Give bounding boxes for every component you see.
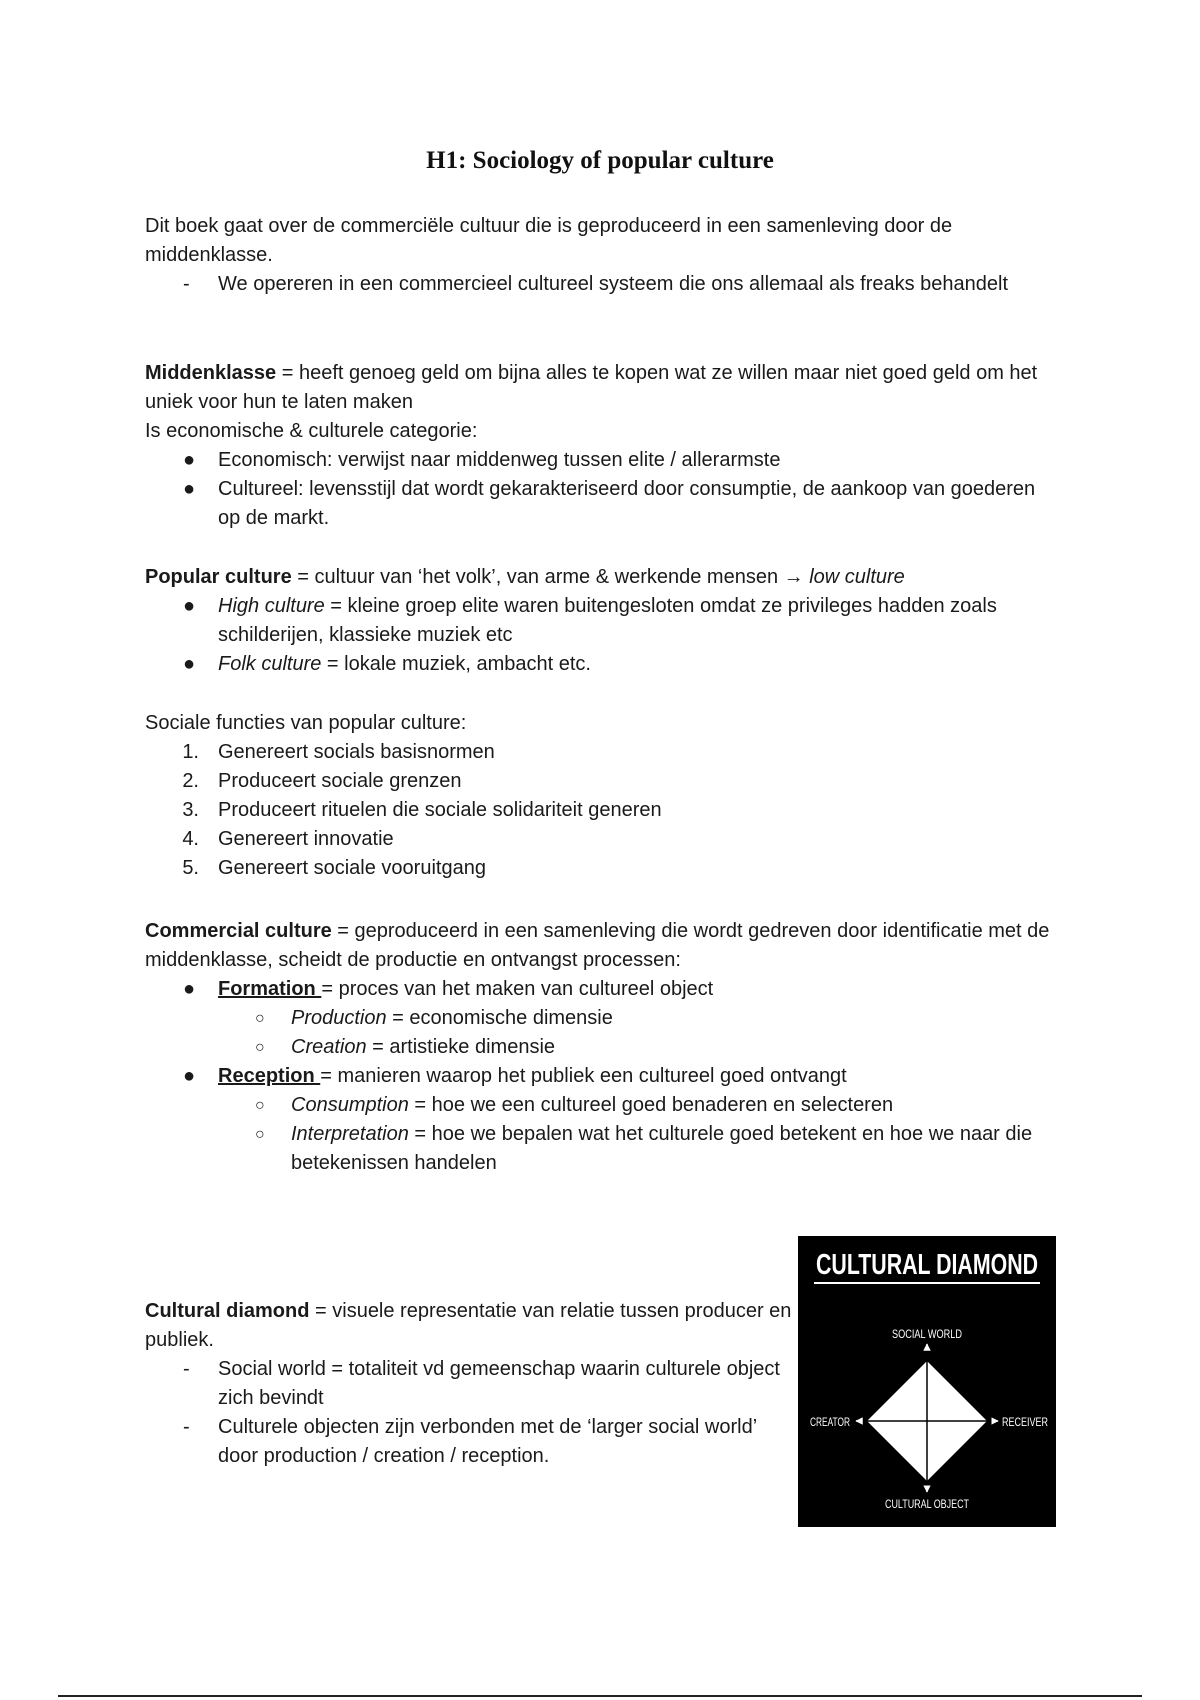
popular-list — [145, 592, 1055, 679]
intro-paragraph: Dit boek gaat over de commerciële cultuur die is geproduceerd in een samenleving door de middenklasse. — [145, 215, 953, 266]
bullet-marker: ● — [183, 1065, 196, 1087]
commercial-definition — [145, 917, 1055, 975]
list-item-text: Cultureel: levensstijl dat wordt gekarakteriseerd door consumptie, de aankoop van goederen op de markt. — [218, 478, 1036, 529]
title-underline — [814, 1282, 1040, 1284]
list-item — [145, 475, 1055, 533]
list-item-text: = proces van het maken van cultureel object — [321, 978, 714, 1000]
term: Interpretation — [291, 1123, 409, 1145]
page-title: H1: Sociology of popular culture — [426, 147, 774, 174]
term: Folk culture — [218, 653, 322, 675]
term: Commercial culture — [145, 920, 332, 942]
list-item-text: = artistieke dimensie — [366, 1036, 556, 1058]
number-marker: 3. — [182, 799, 199, 821]
term: Consumption — [291, 1094, 409, 1116]
list-item — [145, 738, 1055, 767]
list-item-text: = manieren waarop het publiek een cultureel goed ontvangt — [320, 1065, 847, 1087]
middenklasse-list — [145, 446, 1055, 533]
list-item-reception — [145, 1062, 1055, 1091]
term: Reception — [218, 1065, 321, 1087]
list-item-text: = hoe we bepalen wat het culturele goed betekent en hoe we naar die betekenissen handelen — [291, 1123, 1033, 1174]
list-item-text: = economische dimensie — [386, 1007, 613, 1029]
circle-marker: ○ — [255, 1039, 265, 1056]
term: Formation — [218, 978, 322, 1000]
commercial-list — [145, 975, 1055, 1178]
list-item — [145, 592, 1055, 650]
definition-text: = heeft genoeg geld om bijna alles te kopen wat ze willen maar niet goed geld om het uniek voor hun te laten maken — [145, 362, 1038, 413]
bullet-marker: ● — [183, 978, 196, 1000]
list-item-text: = kleine groep elite waren buitengesloten omdat ze privileges hadden zoals schilderijen, klassieke muziek etc — [218, 595, 997, 646]
term: High culture — [218, 595, 325, 617]
list-item-text: Social world = totaliteit vd gemeenschap waarin culturele object zich bevindt — [218, 1358, 780, 1409]
definition-emphasis: low culture — [809, 566, 905, 588]
popular-culture-section — [145, 563, 1055, 679]
list-item-text: Culturele objecten zijn verbonden met de ‘larger social world’ door production / creation / reception. — [218, 1416, 757, 1467]
list-item — [145, 650, 1055, 679]
bottom-divider — [58, 1695, 1142, 1697]
list-item — [145, 854, 1055, 883]
list-item-text: Genereert socials basisnormen — [218, 741, 495, 763]
cultural-diamond-figure — [798, 1236, 1056, 1527]
term: Creation — [291, 1036, 367, 1058]
dash-marker: - — [183, 273, 190, 295]
list-item-text: We opereren in een commercieel cultureel systeem die ons allemaal als freaks behandelt — [218, 273, 1009, 295]
list-item-text: Genereert innovatie — [218, 828, 394, 850]
list-item — [145, 1355, 795, 1413]
middenklasse-section — [145, 359, 1055, 533]
diamond-list — [145, 1355, 795, 1471]
circle-marker: ○ — [255, 1126, 265, 1143]
bullet-marker: ● — [183, 653, 196, 675]
intro-section — [145, 212, 1055, 299]
label-creator: CREATOR — [810, 1415, 851, 1429]
sub-list-item — [145, 1004, 1055, 1033]
middenklasse-definition — [145, 359, 1055, 417]
diamond-definition — [145, 1297, 795, 1355]
popular-definition — [145, 563, 1055, 592]
definition-text: = cultuur van ‘het volk’, van arme & werkende mensen → — [291, 566, 810, 588]
label-receiver: RECEIVER — [1002, 1415, 1049, 1429]
label-cultural-object: CULTURAL OBJECT — [885, 1497, 970, 1511]
list-item-formation — [145, 975, 1055, 1004]
middenklasse-categories: Is economische & culturele categorie: — [145, 420, 478, 442]
intro-list — [145, 270, 1055, 299]
number-marker: 5. — [182, 857, 199, 879]
sub-list-item — [145, 1091, 1055, 1120]
sub-list-item — [145, 1120, 1055, 1178]
term: Popular culture — [145, 566, 292, 588]
cultural-diamond-diagram — [798, 1236, 1056, 1527]
cultural-diamond-section — [145, 1297, 795, 1471]
commercial-culture-section — [145, 917, 1055, 1178]
bullet-marker: ● — [183, 595, 196, 617]
list-item-text: Genereert sociale vooruitgang — [218, 857, 486, 879]
list-item — [145, 767, 1055, 796]
number-marker: 1. — [182, 741, 199, 763]
term: Middenklasse — [145, 362, 277, 384]
bullet-marker: ● — [183, 478, 196, 500]
label-social-world: SOCIAL WORLD — [892, 1327, 963, 1341]
bullet-marker: ● — [183, 449, 196, 471]
number-marker: 4. — [182, 828, 199, 850]
list-item-text: Economisch: verwijst naar middenweg tussen elite / allerarmste — [218, 449, 781, 471]
term: Production — [291, 1007, 387, 1029]
functions-list — [145, 738, 1055, 883]
list-item — [145, 825, 1055, 854]
list-item-text: = lokale muziek, ambacht etc. — [321, 653, 591, 675]
list-item-text: Produceert sociale grenzen — [218, 770, 462, 792]
circle-marker: ○ — [255, 1097, 265, 1114]
definition-text: = geproduceerd in een samenleving die wordt gedreven door identificatie met de middenklasse, scheidt de productie en ontvangst processen: — [145, 920, 1050, 971]
list-item — [145, 1413, 795, 1471]
circle-marker: ○ — [255, 1010, 265, 1027]
dash-marker: - — [183, 1358, 190, 1380]
list-item — [145, 446, 1055, 475]
number-marker: 2. — [182, 770, 199, 792]
list-item-text: Produceert rituelen die sociale solidariteit generen — [218, 799, 662, 821]
list-item-text: = hoe we een cultureel goed benaderen en selecteren — [408, 1094, 894, 1116]
list-item — [145, 796, 1055, 825]
list-item — [145, 270, 1055, 299]
dash-marker: - — [183, 1416, 190, 1438]
figure-title: CULTURAL DIAMOND — [816, 1249, 1038, 1281]
term: Cultural diamond — [145, 1300, 310, 1322]
sub-list-item — [145, 1033, 1055, 1062]
functions-section — [145, 709, 1055, 883]
definition-text: = visuele representatie van relatie tussen producer en publiek. — [145, 1300, 792, 1351]
functions-heading: Sociale functies van popular culture: — [145, 712, 467, 734]
